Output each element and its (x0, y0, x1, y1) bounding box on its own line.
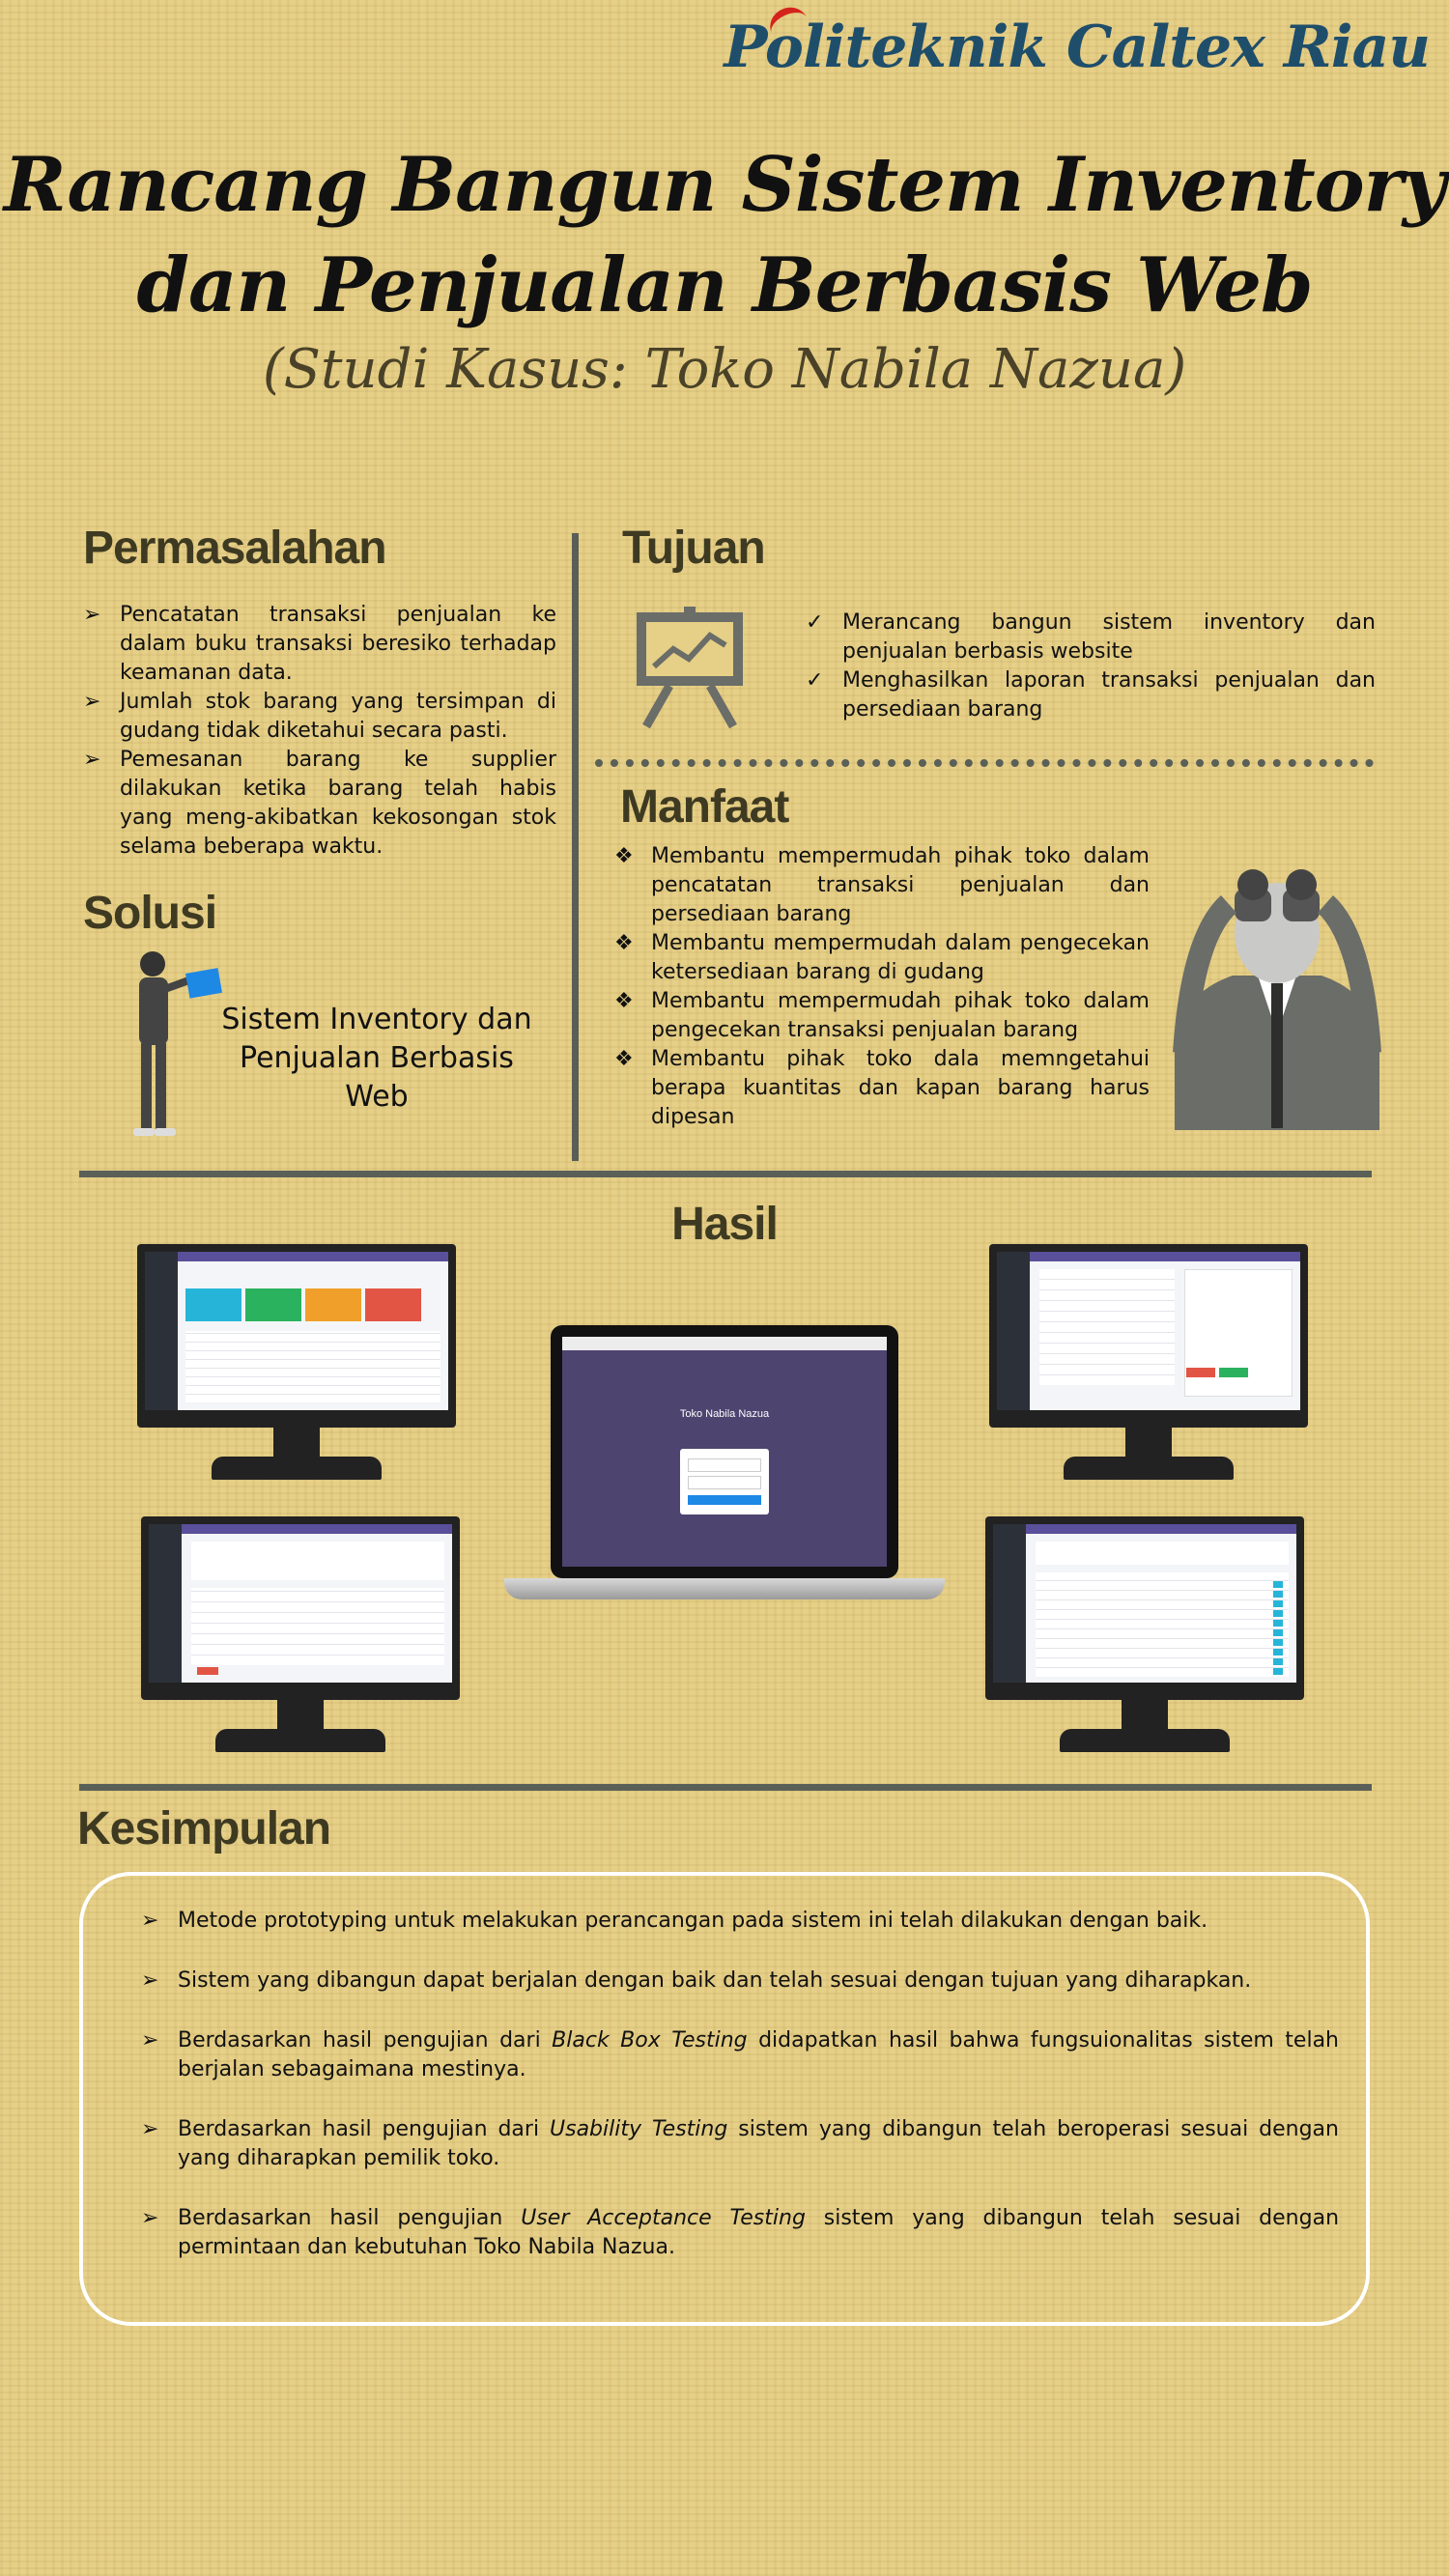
list-item: ✓ Menghasilkan laporan transaksi penjualan dan persediaan barang (806, 668, 1376, 722)
diamond-bullet-icon: ❖ (614, 1047, 634, 1071)
screenshot-dashboard (137, 1244, 456, 1482)
list-item: ✓ Merancang bangun sistem inventory dan penjualan berbasis website (806, 610, 1376, 664)
list-item: ➢ Metode prototyping untuk melakukan perancangan pada sistem ini telah dilakukan dengan baik. (141, 1907, 1339, 1936)
arrow-bullet-icon: ➢ (141, 2028, 159, 2052)
tujuan-list (806, 609, 1376, 724)
screenshot-table (985, 1516, 1304, 1754)
login-title: Toko Nabila Nazua (679, 1408, 770, 1420)
hasil-heading: Hasil (671, 1199, 778, 1250)
poster-title (0, 135, 1449, 336)
solusi-heading: Solusi (83, 888, 217, 939)
solusi-text: Sistem Inventory dan Penjualan Berbasis Web (221, 1003, 532, 1114)
list-item: ➢ Berdasarkan hasil pengujian dari Usability Testing sistem yang dibangun telah beroperasi sesuai dengan yang diharapkan pemilik toko. (141, 2117, 1339, 2170)
list-item: ➢ Berdasarkan hasil pengujian User Acceptance Testing sistem yang dibangun telah sesuai dengan permintaan dan kebutuhan Toko Nabila Nazua. (141, 2206, 1340, 2259)
binoculars-man-illustration (1165, 860, 1389, 1130)
screenshot-form (989, 1244, 1308, 1482)
permasalahan-list (83, 601, 556, 862)
tujuan-heading: Tujuan (622, 523, 765, 574)
poster-subtitle: (Studi Kasus: Toko Nabila Nazua) (262, 338, 1187, 401)
title-line-2: dan Penjualan Berbasis Web (136, 241, 1313, 329)
diamond-bullet-icon: ❖ (614, 989, 634, 1013)
arrow-bullet-icon: ➢ (141, 2206, 159, 2230)
check-icon: ✓ (806, 610, 824, 635)
column-divider (572, 533, 579, 1161)
list-item: ➢ Pemesanan barang ke supplier dilakukan ketika barang telah habis yang meng-akibatkan kekosongan stok selama beberapa waktu. (83, 748, 556, 859)
institution-logo (724, 14, 1430, 81)
screenshot-login-laptop (504, 1325, 945, 1611)
title-line-1: Rancang Bangun Sistem Inventory (3, 141, 1446, 229)
list-item: ❖ Membantu mempermudah pihak toko dalam pengecekan transaksi penjualan barang (614, 989, 1150, 1042)
arrow-bullet-icon: ➢ (141, 2117, 159, 2141)
kesimpulan-list (141, 1907, 1339, 2293)
manfaat-list (614, 842, 1150, 1132)
arrow-bullet-icon: ➢ (141, 1909, 159, 1933)
list-item: ➢ Sistem yang dibangun dapat berjalan dengan baik dan telah sesuai dengan tujuan yang diharapkan. (141, 1967, 1339, 1996)
section-divider (79, 1784, 1372, 1791)
person-laptop-illustration (106, 947, 222, 1159)
list-item: ❖ Membantu mempermudah pihak toko dalam pencatatan transaksi penjualan dan persediaan barang (614, 844, 1150, 926)
check-icon: ✓ (806, 668, 824, 693)
permasalahan-heading: Permasalahan (83, 523, 386, 574)
kesimpulan-heading: Kesimpulan (77, 1803, 331, 1854)
dotted-divider (595, 759, 1374, 767)
list-item: ❖ Membantu mempermudah dalam pengecekan ketersediaan barang di gudang (614, 931, 1150, 984)
list-item: ➢ Berdasarkan hasil pengujian dari Black Box Testing didapatkan hasil bahwa fungsuionalitas sistem telah berjalan sebagaimana mestinya. (141, 2028, 1339, 2081)
logo-text: Politeknik Caltex Riau (724, 14, 1430, 81)
list-item: ❖ Membantu pihak toko dala memngetahui berapa kuantitas dan kapan barang harus dipesan (614, 1047, 1150, 1129)
arrow-bullet-icon: ➢ (83, 690, 101, 714)
list-item: ➢ Jumlah stok barang yang tersimpan di gudang tidak diketahui secara pasti. (83, 690, 556, 743)
screenshot-report (141, 1516, 460, 1754)
arrow-bullet-icon: ➢ (83, 748, 101, 772)
list-item: ➢ Pencatatan transaksi penjualan ke dalam buku transaksi beresiko terhadap keamanan data. (83, 603, 556, 685)
diamond-bullet-icon: ❖ (614, 844, 634, 868)
arrow-bullet-icon: ➢ (83, 603, 101, 627)
arrow-bullet-icon: ➢ (141, 1968, 159, 1993)
diamond-bullet-icon: ❖ (614, 931, 634, 955)
section-divider (79, 1171, 1372, 1177)
presentation-board-icon (633, 607, 747, 730)
manfaat-heading: Manfaat (620, 781, 789, 833)
